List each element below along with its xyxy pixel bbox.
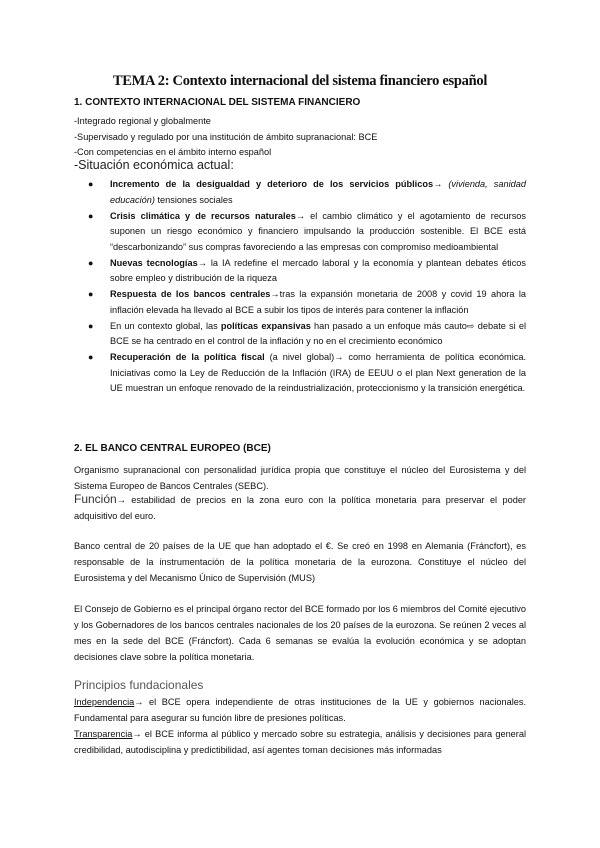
list-item: ● Respuesta de los bancos centrales→tras la expansión monetaria de 2008 y covid 19 ahora la inflación elevada ha llevado al BCE a subir los tipos de interés para contener la inflación (88, 289, 526, 315)
bullet-icon: ● (88, 352, 94, 362)
bce-definition: Organismo supranacional con personalidad jurídica propia que constituye el núcleo del Eurosistema y del Sistema Europeo de Bancos Centrales (SEBC). (74, 465, 526, 491)
principios-heading: Principios fundacionales (74, 678, 204, 692)
bullet-icon: ● (88, 210, 94, 221)
context-line-3: -Con competencias en el ámbito interno español (74, 147, 272, 157)
principio-transparencia: Transparencia→ el BCE informa al público y mercado sobre su estrategia, análisis y decisiones para general credibilidad, autodisciplina y predictibilidad, así agentes toman decisiones más informadas (74, 729, 526, 755)
consejo-gobierno: El Consejo de Gobierno es el principal órgano rector del BCE formado por los 6 miembros del Comité ejecutivo y los Gobernadores de los bancos centrales nacionales de los 20 países de la eurozona. Se reúnen 2 veces al mes en la sede del BCE (Fráncfort). Cada 6 semanas se evalúa la evolución económica y se adoptan decisiones clave sobre la política monetaria. (74, 604, 526, 662)
list-item: ● Crisis climática y de recursos naturales→ el cambio climático y el agotamiento de recursos suponen un riesgo económico y financiero impulsando la producción sostenible. El BCE está “descarbonizando” sus compras favoreciendo a las empresas con compromiso medioambiental (88, 210, 526, 252)
bullet-icon: ● (88, 320, 94, 331)
list-item: ● En un contexto global, las políticas expansivas han pasado a un enfoque más cauto⇨ debate si el BCE se ha centrado en el control de la inflación y no en el crecimiento económico (88, 320, 527, 346)
transparencia-label: Transparencia (74, 729, 133, 739)
section-2-heading: 2. EL BANCO CENTRAL EUROPEO (BCE) (74, 443, 271, 454)
bce-description: Banco central de 20 países de la UE que han adoptado el €. Se creó en 1998 en Alemania (Fráncfort), es responsable de la instrumentación de la política monetaria de la eurozona. Constituye el núcleo del Eurosistema y del Mecanismo Único de Supervisión (MUS) (74, 541, 526, 583)
independencia-label: Independencia (74, 697, 135, 707)
funcion-label: Función (74, 492, 117, 506)
bullet-icon: ● (88, 289, 94, 299)
list-item: ● Incremento de la desigualdad y deterioro de los servicios públicos→ (vivienda, sanidad educación) tensiones sociales (88, 179, 526, 205)
bullet-icon: ● (88, 179, 94, 189)
situacion-list (74, 177, 526, 397)
list-item: ● Recuperación de la política fiscal (a nivel global)→ como herramienta de política económica. Iniciativas como la Ley de Reducción de la Inflación (IRA) de EEUU o el plan Next generation de la UE muestran un enfoque renovado de la reindustrialización, proteccionismo y la transición energética. (88, 352, 526, 393)
context-line-2: -Supervisado y regulado por una institución de ámbito supranacional: BCE (74, 132, 378, 142)
section-1-heading: 1. CONTEXTO INTERNACIONAL DEL SISTEMA FINANCIERO (74, 97, 361, 108)
document-title: TEMA 2: Contexto internacional del sistema financiero español (112, 73, 488, 89)
context-line-1: -Integrado regional y globalmente (74, 116, 211, 126)
situacion-heading: -Situación económica actual: (74, 158, 234, 172)
bullet-icon: ● (88, 257, 94, 268)
principio-independencia: Independencia→ el BCE opera independiente de otras instituciones de la UE y gobiernos nacionales. Fundamental para asegurar su función libre de presiones políticas. (74, 697, 526, 723)
bce-funcion: Función→ estabilidad de precios en la zona euro con la política monetaria para preservar el poder adquisitivo del euro. (74, 492, 526, 521)
list-item: ● Nuevas tecnologías→ la IA redefine el mercado laboral y la economía y plantean debates éticos sobre empleo y distribución de la riqueza (88, 257, 526, 283)
